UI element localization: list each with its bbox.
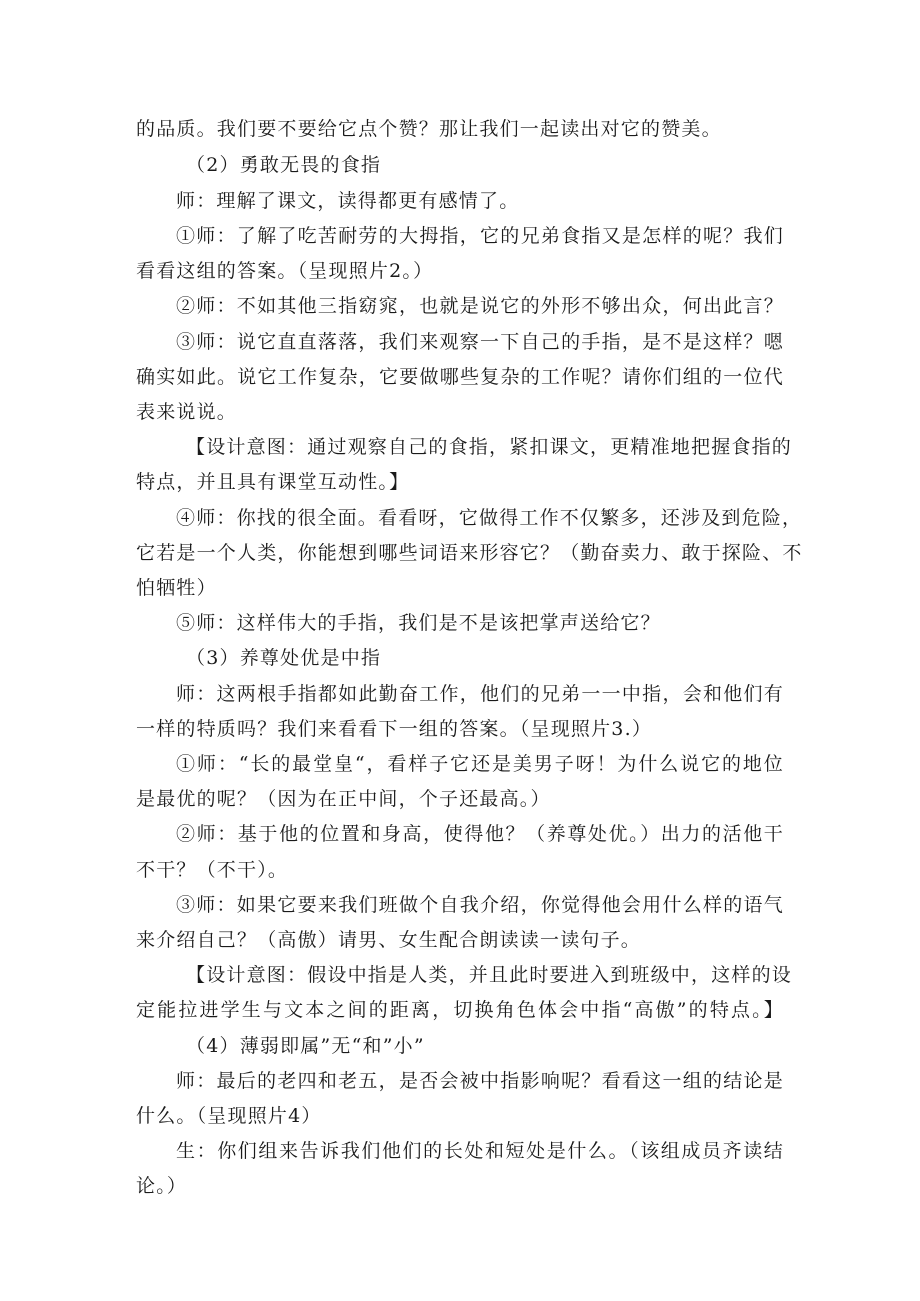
text-line: 看看这组的答案。（呈现照片2。） (136, 260, 434, 282)
text-line: 不干？（不干）。 (136, 859, 289, 881)
text-line: ⑤师：这样伟大的手指，我们是不是该把掌声送给它？ (176, 612, 661, 634)
section-heading: （4）薄弱即属”无“和”小” (186, 1035, 425, 1057)
text-line: 什么。（呈现照片4） (136, 1105, 322, 1127)
text-line: ①师：了解了吃苦耐劳的大拇指，它的兄弟食指又是怎样的呢？我们 (176, 225, 784, 247)
text-line: 怕牺牲） (136, 577, 217, 599)
text-line: 来介绍自己？（高傲）请男、女生配合朗读读一读句子。 (136, 929, 642, 951)
text-line: ④师：你找的很全面。看看呀，它做得工作不仅繁多，还涉及到危险， (176, 507, 803, 529)
text-line: 师：理解了课文，读得都更有感情了。 (176, 190, 520, 212)
text-line: 确实如此。说它工作复杂，它要做哪些复杂的工作呢？请你们组的一位代 (136, 366, 784, 388)
section-heading: （3）养尊处优是中指 (186, 647, 382, 669)
text-line: 师：这两根手指都如此勤奋工作，他们的兄弟一一中指，会和他们有 (176, 683, 784, 705)
text-line: 它若是一个人类，你能想到哪些词语来形容它？（勤奋卖力、敢于探险、不 (136, 542, 803, 564)
text-line: 的品质。我们要不要给它点个赞？那让我们一起读出对它的赞美。 (136, 118, 722, 140)
text-line: 生：你们组来告诉我们他们的长处和短处是什么。（该组成员齐读结 (176, 1140, 784, 1162)
text-line: ③师：说它直直落落，我们来观察一下自己的手指，是不是这样？嗯 (176, 331, 784, 353)
design-intent-note: 【设计意图：通过观察自己的食指，紧扣课文，更精准地把握食指的 (186, 436, 793, 458)
section-heading: （2）勇敢无畏的食指 (186, 154, 382, 176)
text-line: 一样的特质吗？我们来看看下一组的答案。（呈现照片3.） (136, 718, 653, 740)
text-line: ②师：基于他的位置和身高，使得他？（养尊处优。）出力的活他干 (176, 823, 784, 845)
text-line: ③师：如果它要来我们班做个自我介绍，你觉得他会用什么样的语气 (176, 894, 784, 916)
design-intent-note: 【设计意图：假设中指是人类，并且此时要进入到班级中，这样的设 (186, 964, 793, 986)
design-intent-note: 定能拉进学生与文本之间的距离，切换角色体会中指“高傲”的特点。】 (136, 999, 784, 1021)
text-line: 师：最后的老四和老五，是否会被中指影响呢？看看这一组的结论是 (176, 1070, 784, 1092)
text-line: 是最优的呢？（因为在正中间，个子还最高。） (136, 788, 551, 810)
text-line: ②师：不如其他三指窈窕，也就是说它的外形不够出众，何出此言？ (176, 295, 784, 317)
text-line: 论。） (136, 1175, 188, 1197)
text-line: 表来说说。 (136, 401, 238, 423)
design-intent-note: 特点，并且具有课堂互动性。】 (136, 471, 410, 493)
text-line: ①师：“长的最堂皇“，看样子它还是美男子呀！为什么说它的地位 (176, 753, 784, 775)
